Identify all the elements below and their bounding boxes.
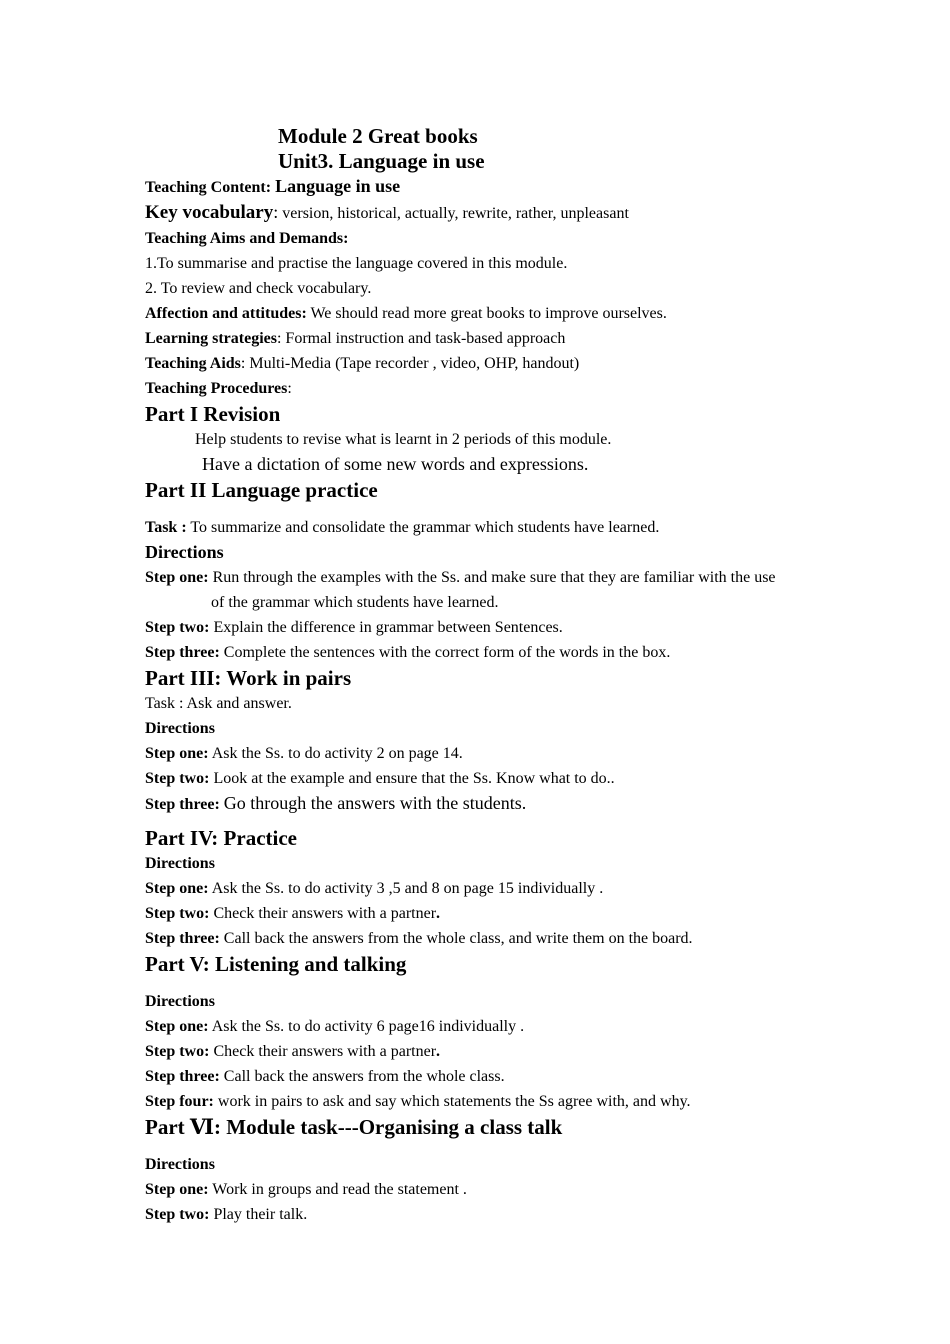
step-item [145,1177,825,1202]
part2-task [145,515,825,540]
procedures-label: Teaching Procedures [145,380,288,397]
learning-strategies [145,326,825,351]
step-label: Step two: [145,1206,210,1223]
directions-heading: Directions [145,542,224,562]
step-label: Step three: [145,930,220,947]
procedures-colon: : [287,380,292,397]
step-label: Step four: [145,1093,214,1110]
step-item [145,741,825,766]
step-value: Look at the example and ensure that the Ss. Know what to do.. [213,770,615,787]
part1-line: Have a dictation of some new words and expressions. [202,454,589,474]
key-vocabulary-colon: : [273,202,279,222]
key-vocabulary-label: Key vocabulary [145,202,274,223]
step-item [145,1202,825,1227]
aim-item: 1.To summarise and practise the language covered in this module. [145,255,568,272]
directions-heading: Directions [145,855,215,872]
part1-heading: Part I Revision [145,402,281,426]
step-label: Step one: [145,1181,209,1198]
unit-title: Unit3. Language in use [278,149,485,173]
step-value: Call back the answers from the whole class, and write them on the board. [223,930,693,947]
step-value: Work in groups and read the statement . [212,1181,467,1198]
directions-heading: Directions [145,720,215,737]
step-item [145,766,825,791]
step-item [145,926,825,951]
module-title: Module 2 Great books [278,124,478,148]
part4-heading: Part IV: Practice [145,826,297,850]
part2-heading: Part II Language practice [145,478,378,502]
task-label: Task : [145,519,187,536]
step-value: Explain the difference in grammar between Sentences. [213,619,563,636]
step-item [145,791,825,817]
teaching-procedures [145,376,825,401]
teaching-content-label: Teaching Content: [145,179,272,196]
step-label: Step three: [145,1068,220,1085]
document-page [145,124,825,1227]
step-end: . [436,1043,441,1060]
key-vocabulary-value: version, historical, actually, rewrite, rather, unpleasant [282,205,629,222]
step-label: Step one: [145,745,209,762]
teaching-content [145,174,825,200]
affection-label: Affection and attitudes: [145,305,307,322]
teaching-aids [145,351,825,376]
step-label: Step three: [145,796,220,813]
step-end: . [436,905,441,922]
step-label: Step two: [145,1043,210,1060]
step-item [145,565,825,590]
affection-attitudes [145,301,825,326]
step-label: Step two: [145,619,210,636]
step-item [145,1014,825,1039]
part1-line: Help students to revise what is learnt in 2 periods of this module. [195,431,612,448]
step-item [145,876,825,901]
step-item [145,1064,825,1089]
step-continuation: of the grammar which students have learned. [211,594,499,611]
step-label: Step two: [145,770,210,787]
part5-heading: Part V: Listening and talking [145,952,407,976]
step-value: work in pairs to ask and say which statements the Ss agree with, and why. [217,1093,691,1110]
step-item [145,901,825,926]
step-label: Step two: [145,905,210,922]
aim-item: 2. To review and check vocabulary. [145,280,372,297]
part6-heading: Part Ⅵ: Module task---Organising a class talk [145,1115,563,1139]
directions-heading: Directions [145,993,215,1010]
affection-value: We should read more great books to improve ourselves. [310,305,667,322]
strategies-label: Learning strategies [145,330,277,347]
step-value: Play their talk. [213,1206,308,1223]
step-value: Complete the sentences with the correct form of the words in the box. [223,644,671,661]
step-value: Run through the examples with the Ss. and make sure that they are familiar with the use [212,569,776,586]
step-value: Ask the Ss. to do activity 6 page16 individually . [211,1018,525,1035]
step-label: Step three: [145,644,220,661]
step-value: Check their answers with a partner [213,905,437,922]
part3-heading: Part III: Work in pairs [145,666,352,690]
step-value: Check their answers with a partner [213,1043,437,1060]
step-item [145,1089,825,1114]
step-label: Step one: [145,880,209,897]
step-label: Step one: [145,569,209,586]
step-item [145,640,825,665]
key-vocabulary [145,200,825,226]
task-value: To summarize and consolidate the grammar which students have learned. [190,519,660,536]
step-value: Ask the Ss. to do activity 2 on page 14. [211,745,463,762]
step-value: Call back the answers from the whole class. [223,1068,505,1085]
teaching-aims-label: Teaching Aims and Demands: [145,230,349,247]
aids-value: : Multi-Media (Tape recorder , video, OHP, handout) [240,355,580,372]
step-value: Ask the Ss. to do activity 3 ,5 and 8 on page 15 individually . [211,880,604,897]
aids-label: Teaching Aids [145,355,241,372]
step-label: Step one: [145,1018,209,1035]
directions-heading: Directions [145,1156,215,1173]
step-value: Go through the answers with the students. [223,793,527,813]
step-item [145,1039,825,1064]
strategies-value: : Formal instruction and task-based approach [276,330,566,347]
step-item [145,615,825,640]
teaching-content-value: Language in use [275,176,401,196]
part3-task: Task : Ask and answer. [145,695,292,712]
